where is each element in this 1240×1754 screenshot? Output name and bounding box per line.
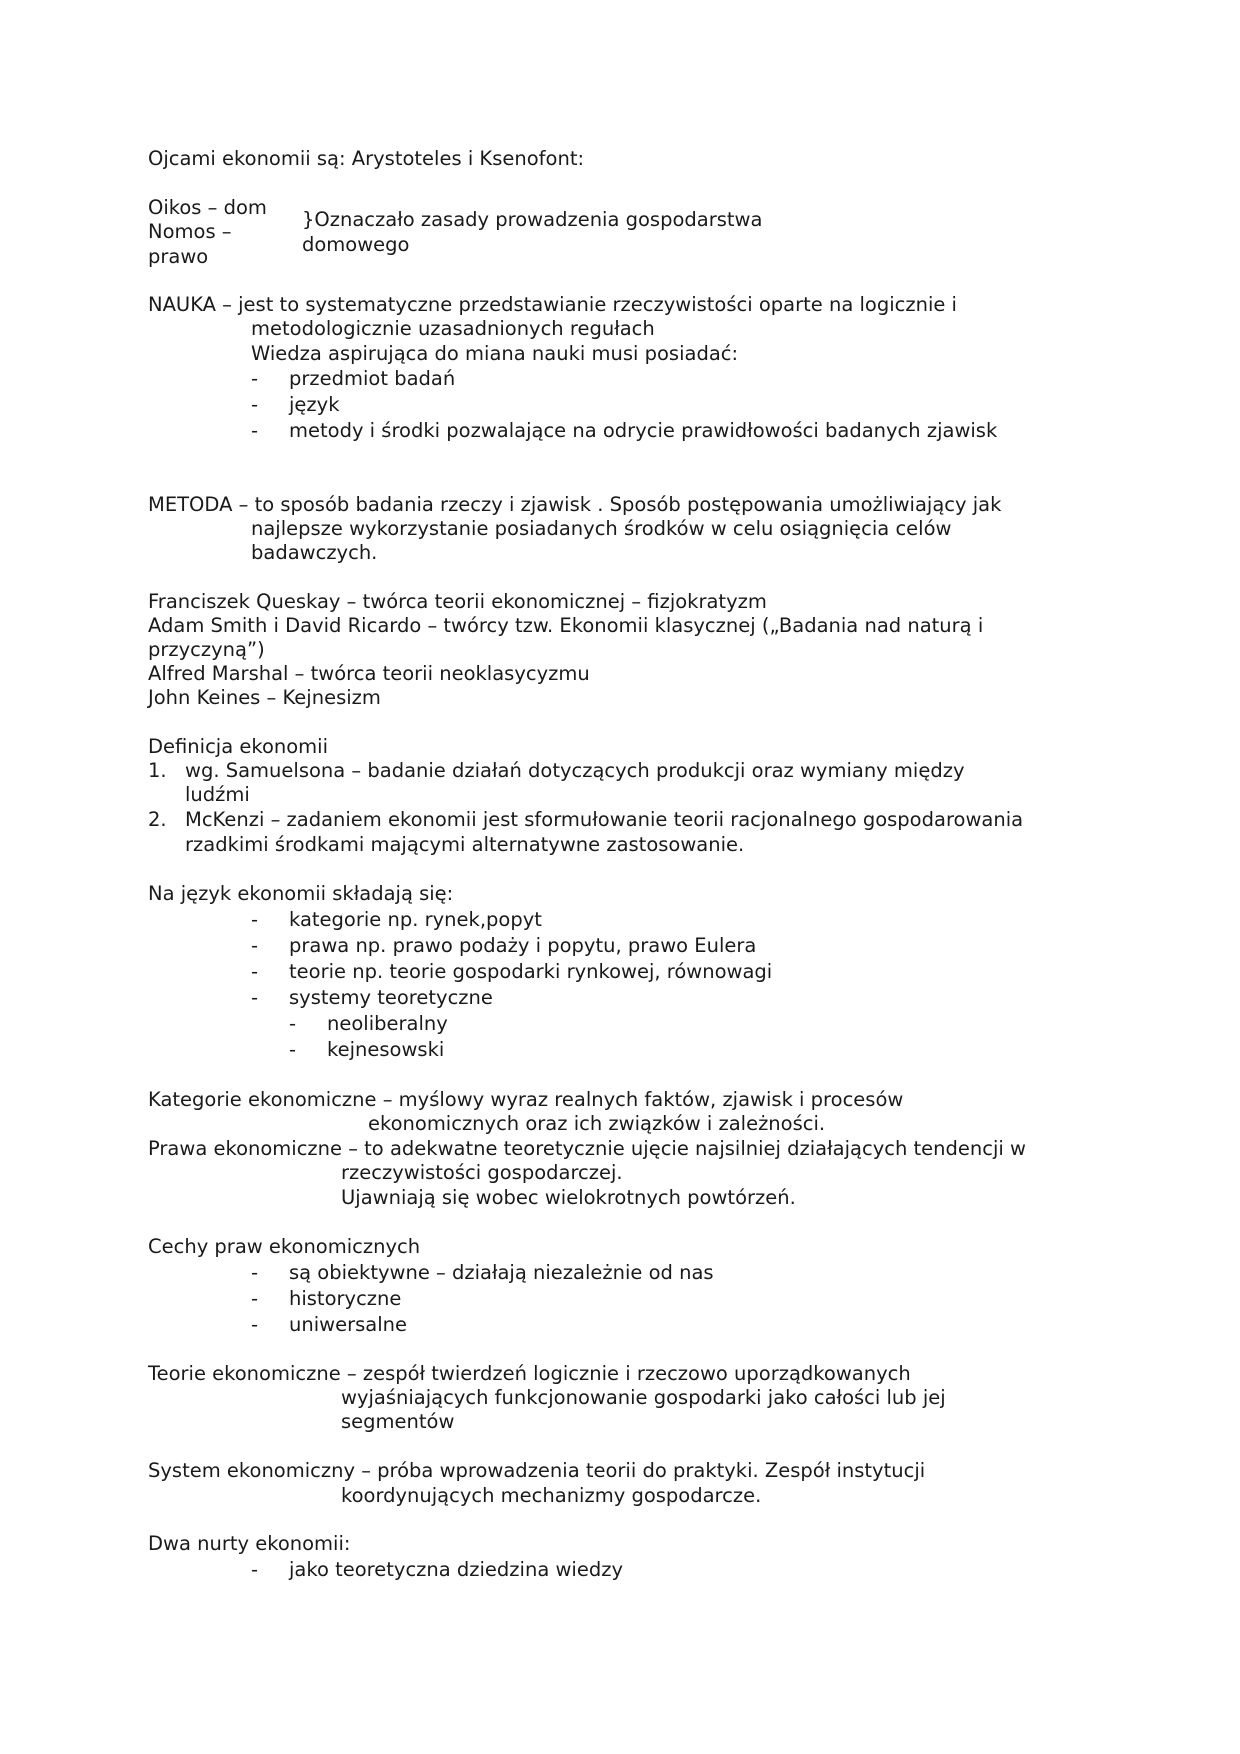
etymology-meaning-cont: domowego (302, 233, 410, 256)
kategorie-definition: Kategorie ekonomiczne – myślowy wyraz realnych faktów, zjawisk i procesów (148, 1088, 904, 1111)
list-item: są obiektywne – działają niezależnie od nas (289, 1261, 714, 1284)
etymology-meaning: }Oznaczało zasady prowadzenia gospodarstwa (302, 208, 763, 231)
list-dash: - (251, 908, 259, 931)
system-definition-cont: koordynujących mechanizmy gospodarcze. (341, 1484, 762, 1507)
teorie-definition-cont: segmentów (341, 1410, 455, 1433)
economist-line: przyczyną”) (148, 638, 265, 661)
teorie-definition-cont: wyjaśniających funkcjonowanie gospodarki jako całości lub jej (341, 1386, 946, 1409)
metoda-definition-cont: badawczych. (251, 541, 378, 564)
list-dash: - (251, 367, 259, 390)
metoda-definition-cont: najlepsze wykorzystanie posiadanych środków w celu osiągnięcia celów (251, 517, 952, 540)
list-dash: - (251, 419, 259, 442)
list-dash: - (251, 1287, 259, 1310)
economist-line: Adam Smith i David Ricardo – twórcy tzw. Ekonomii klasycznej („Badania nad naturą i (148, 614, 984, 637)
list-dash: - (251, 934, 259, 957)
prawa-definition-cont: Ujawniają się wobec wielokrotnych powtórzeń. (341, 1186, 796, 1209)
list-item: prawa np. prawo podaży i popytu, prawo Eulera (289, 934, 757, 957)
metoda-definition: METODA – to sposób badania rzeczy i zjawisk . Sposób postępowania umożliwiający jak (148, 493, 1002, 516)
list-item-cont: ludźmi (185, 783, 250, 806)
sublist-dash: - (289, 1012, 297, 1035)
list-item: kategorie np. rynek,popyt (289, 908, 542, 931)
economist-line: Alfred Marshal – twórca teorii neoklasycyzmu (148, 662, 590, 685)
list-item: McKenzi – zadaniem ekonomii jest sformułowanie teorii racjonalnego gospodarowania (185, 808, 1024, 831)
kategorie-definition-cont: ekonomicznych oraz ich związków i zależności. (368, 1112, 826, 1135)
list-item: jako teoretyczna dziedzina wiedzy (289, 1558, 623, 1581)
list-dash: - (251, 393, 259, 416)
oikos-label: Oikos – dom (148, 196, 267, 219)
economist-line: John Keines – Kejnesizm (148, 686, 381, 709)
list-number: 1. (148, 759, 167, 782)
list-dash: - (251, 1558, 259, 1581)
list-dash: - (251, 1261, 259, 1284)
list-item: wg. Samuelsona – badanie działań dotyczących produkcji oraz wymiany między (185, 759, 965, 782)
sublist-dash: - (289, 1038, 297, 1061)
list-dash: - (251, 986, 259, 1009)
list-item: przedmiot badań (289, 367, 456, 390)
list-item-cont: rzadkimi środkami mającymi alternatywne zastosowanie. (185, 833, 745, 856)
nomos-label-cont: prawo (148, 245, 209, 268)
cechy-heading: Cechy praw ekonomicznych (148, 1235, 421, 1258)
list-item: historyczne (289, 1287, 402, 1310)
nauka-definition: NAUKA – jest to systematyczne przedstawianie rzeczywistości oparte na logicznie i (148, 293, 957, 316)
system-definition: System ekonomiczny – próba wprowadzenia teorii do praktyki. Zespół instytucji (148, 1459, 926, 1482)
jezyk-heading: Na język ekonomii składają się: (148, 882, 454, 905)
sublist-item: kejnesowski (327, 1038, 445, 1061)
prawa-definition-cont: rzeczywistości gospodarczej. (341, 1161, 623, 1184)
teorie-definition: Teorie ekonomiczne – zespół twierdzeń logicznie i rzeczowo uporządkowanych (148, 1362, 911, 1385)
nauka-requirements: Wiedza aspirująca do miana nauki musi posiadać: (251, 342, 739, 365)
sublist-item: neoliberalny (327, 1012, 448, 1035)
economist-line: Franciszek Queskay – twórca teorii ekonomicznej – fizjokratyzm (148, 590, 767, 613)
list-item: teorie np. teorie gospodarki rynkowej, równowagi (289, 960, 773, 983)
prawa-definition: Prawa ekonomiczne – to adekwatne teoretycznie ujęcie najsilniej działających tendencji w (148, 1137, 1026, 1160)
list-dash: - (251, 960, 259, 983)
list-item: metody i środki pozwalające na odrycie prawidłowości badanych zjawisk (289, 419, 998, 442)
list-item: systemy teoretyczne (289, 986, 493, 1009)
nauka-definition-cont: metodologicznie uzasadnionych regułach (251, 317, 655, 340)
list-item: język (289, 393, 340, 416)
list-item: uniwersalne (289, 1313, 407, 1336)
definicja-heading: Definicja ekonomii (148, 735, 329, 758)
intro-line: Ojcami ekonomii są: Arystoteles i Ksenofont: (148, 147, 585, 170)
nurty-heading: Dwa nurty ekonomii: (148, 1532, 351, 1555)
list-dash: - (251, 1313, 259, 1336)
list-number: 2. (148, 808, 167, 831)
nomos-label: Nomos – (148, 220, 232, 243)
